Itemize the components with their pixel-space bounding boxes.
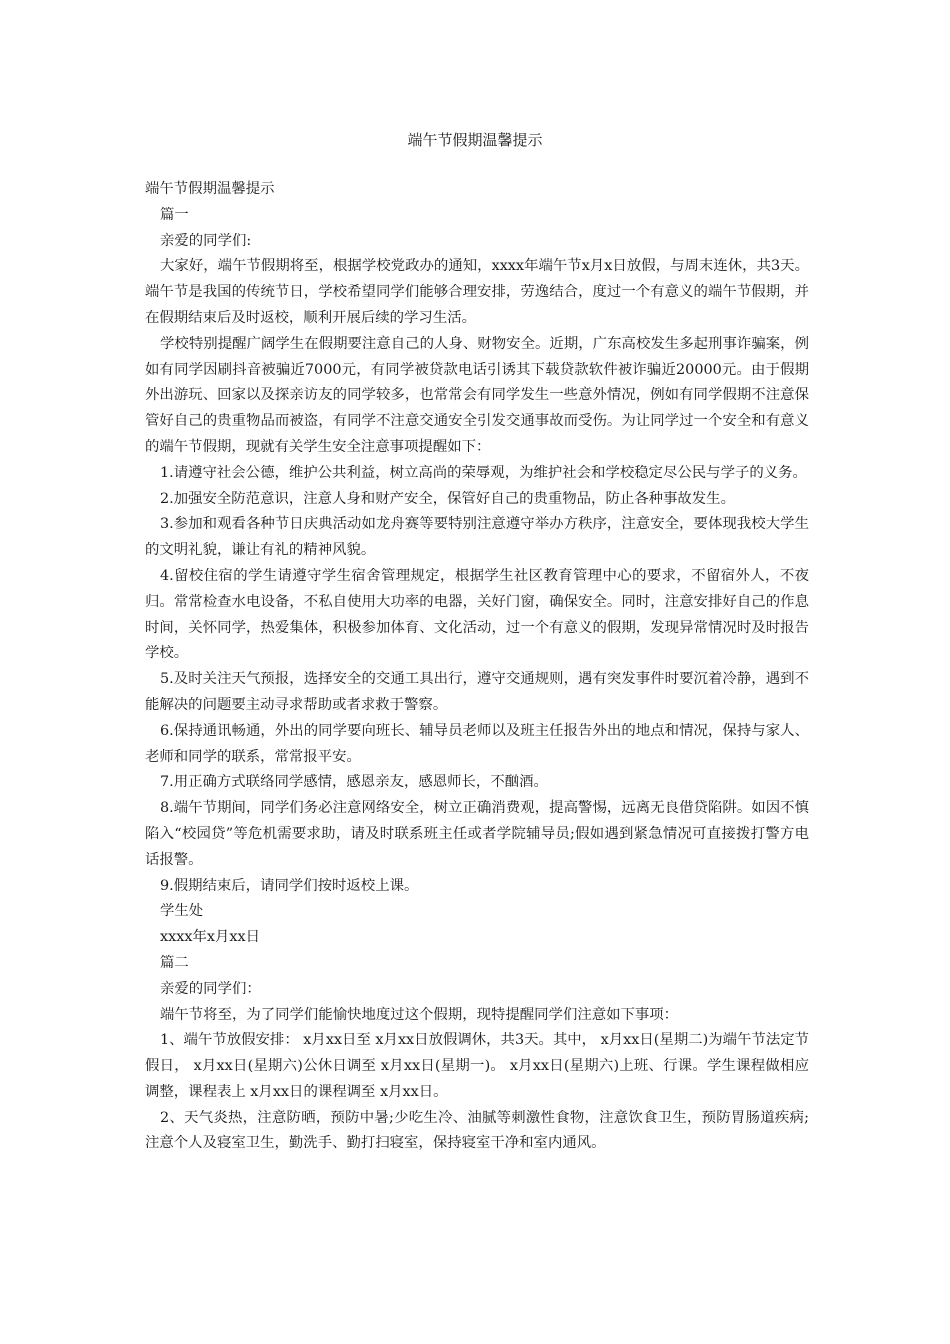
paragraph: 5.及时关注天气预报，选择安全的交通工具出行，遵守交通规则，遇有突发事件时要沉着冷静，遇到不能解决的问题要主动寻求帮助或者求救于警察。	[145, 671, 809, 713]
paragraph: 8.端午节期间，同学们务必注意网络安全，树立正确消费观，提高警惕，远离无良借贷陷阱。如因不慎陷入“校园贷”等危机需要求助，请及时联系班主任或者学院辅导员;假如遇到紧急情况可直接拨打警方电话报警。	[145, 800, 809, 868]
paragraph: 端午节将至，为了同学们能愉快地度过这个假期，现特提醒同学们注意如下事项：	[160, 1006, 679, 1023]
document-body	[145, 177, 809, 1157]
paragraph: 亲爱的同学们：	[160, 980, 261, 997]
paragraph: 大家好，端午节假期将至，根据学校党政办的通知，xxxx年端午节x月x日放假，与周末连休，共3天。端午节是我国的传统节日，学校希望同学们能够合理安排，劳逸结合，度过一个有意义的端午节假期，并在假期结束后及时返校，顺利开展后续的学习生活。	[145, 258, 809, 326]
paragraph: 4.留校住宿的学生请遵守学生宿舍管理规定，根据学生社区教育管理中心的要求，不留宿外人，不夜归。常常检查水电设备，不私自使用大功率的电器，关好门窗，确保安全。同时，注意安排好自己的作息时间，关怀同学，热爱集体，积极参加体育、文化活动，过一个有意义的假期，发现异常情况时及时报告学校。	[145, 567, 809, 662]
paragraph: 学生处	[160, 903, 204, 920]
paragraph: 2、天气炎热，注意防晒，预防中暑;少吃生冷、油腻等刺激性食物，注意饮食卫生，预防胃肠道疾病;注意个人及寝室卫生，勤洗手、勤打扫寝室，保持寝室干净和室内通风。	[145, 1109, 809, 1152]
paragraph: 7.用正确方式联络同学感情，感恩亲友，感恩师长，不酗酒。	[160, 774, 548, 791]
paragraph: 2.加强安全防范意识，注意人身和财产安全，保管好自己的贵重物品，防止各种事故发生。	[160, 490, 735, 507]
paragraph: xxxx年x月xx日	[160, 929, 260, 946]
paragraph: 9.假期结束后，请同学们按时返校上课。	[160, 877, 419, 894]
paragraph: 篇一	[160, 206, 189, 223]
paragraph: 端午节假期温馨提示	[145, 181, 275, 197]
paragraph: 3.参加和观看各种节日庆典活动如龙舟赛等要特别注意遵守举办方秩序，注意安全，要体现我校大学生的文明礼貌，谦让有礼的精神风貌。	[145, 516, 809, 559]
document-title: 端午节假期温馨提示	[407, 131, 543, 149]
paragraph: 亲爱的同学们:	[160, 232, 252, 249]
paragraph: 1.请遵守社会公德，维护公共利益，树立高尚的荣辱观，为维护社会和学校稳定尽公民与学子的义务。	[160, 464, 807, 481]
paragraph: 1、端午节放假安排： x月xx日至 x月xx日放假调休，共3天。其中， x月xx日(星期二)为端午节法定节假日， x月xx日(星期六)公休日调至 x月xx日(星期一)。 x月xx日(星期六)上班、行课。学生课程做相应调整，课程表上 x月xx日的课程调至 x月xx日。	[145, 1032, 809, 1100]
paragraph: 学校特别提醒广阔学生在假期要注意自己的人身、财物安全。近期，广东高校发生多起刑事诈骗案，例如有同学因刷抖音被骗近7000元，有同学被贷款电话引诱其下载贷款软件被诈骗近20000元。由于假期外出游玩、回家以及探亲访友的同学较多，也常常会有同学发生一些意外情况，例如有同学假期不注意保管好自己的贵重物品而被盗，有同学不注意交通安全引发交通事故而受伤。为让同学过一个安全和有意义的端午节假期，现就有关学生安全注意事项提醒如下：	[145, 335, 809, 455]
paragraph: 6.保持通讯畅通，外出的同学要向班长、辅导员老师以及班主任报告外出的地点和情况，保持与家人、老师和同学的联系，常常报平安。	[145, 722, 809, 765]
paragraph: 篇二	[160, 954, 189, 971]
